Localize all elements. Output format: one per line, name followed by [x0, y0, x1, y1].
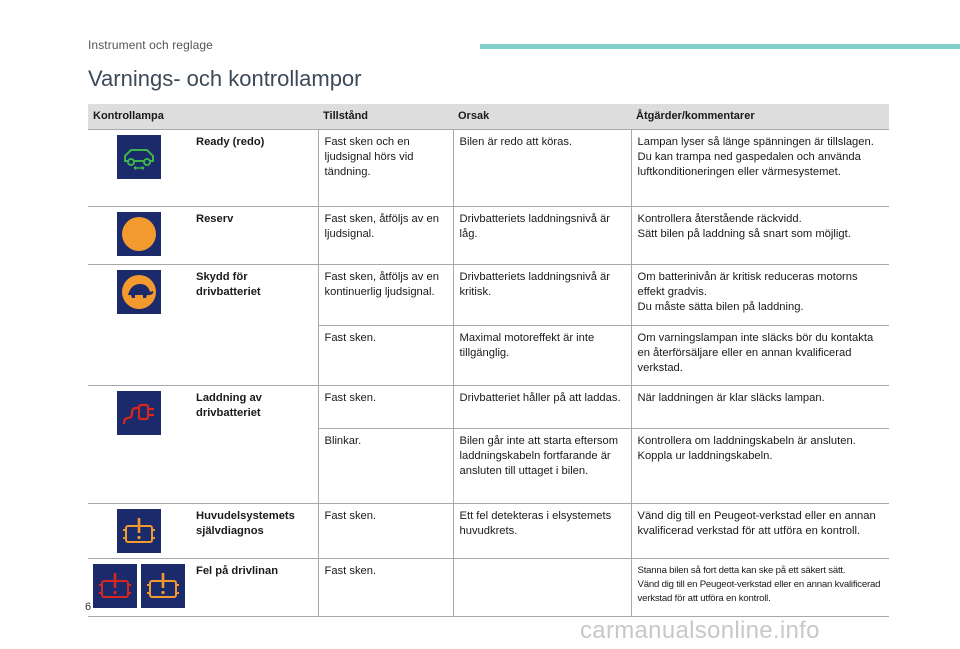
condition-cell: Fast sken och en ljudsignal hörs vid tändning.: [318, 130, 453, 207]
action-line: Du kan trampa ned gaspedalen och använda luftkonditioneringen eller värmesystemet.: [637, 151, 861, 178]
watermark: carmanualsonline.info: [580, 617, 820, 644]
table-row: [88, 386, 889, 429]
action-line: Koppla ur laddningskabeln.: [637, 450, 773, 462]
icon-cell: [88, 386, 190, 504]
cause-cell: [453, 559, 631, 617]
lamp-name: Huvudelsystemets självdiagnos: [190, 504, 318, 559]
table-row: [88, 559, 889, 617]
condition-cell: Fast sken.: [318, 559, 453, 617]
car-ready-icon: [117, 135, 161, 179]
lamp-name: Laddning av drivbatteriet: [190, 386, 318, 504]
action-cell: [631, 130, 889, 207]
cause-cell: Bilen är redo att köras.: [453, 130, 631, 207]
action-line: Om batterinivån är kritisk reduceras motorns effekt gradvis.: [637, 271, 858, 298]
action-line: Vänd dig till en Peugeot-verkstad eller en annan kvalificerad verkstad för att utföra en kontroll.: [637, 510, 876, 537]
condition-cell: Blinkar.: [318, 429, 453, 504]
icon-cell: [88, 265, 190, 386]
charging-plug-icon: [117, 391, 161, 435]
action-cell: [631, 326, 889, 386]
table-header-row: [88, 104, 889, 130]
icon-cell: [88, 504, 190, 559]
action-cell: [631, 429, 889, 504]
cause-cell: Bilen går inte att starta eftersom laddningskabeln fortfarande är ansluten till uttaget i bilen.: [453, 429, 631, 504]
turtle-icon: [117, 270, 161, 314]
action-cell: [631, 504, 889, 559]
cause-cell: Ett fel detekteras i elsystemets huvudkrets.: [453, 504, 631, 559]
action-line: Du måste sätta bilen på laddning.: [637, 301, 804, 313]
condition-cell: Fast sken, åtföljs av en kontinuerlig ljudsignal.: [318, 265, 453, 326]
action-line: Lampan lyser så länge spänningen är tillslagen.: [637, 136, 874, 148]
table-row: [88, 265, 889, 326]
cause-cell: Drivbatteriets laddningsnivå är kritisk.: [453, 265, 631, 326]
action-line: När laddningen är klar släcks lampan.: [637, 392, 825, 404]
lamp-name: Fel på drivlinan: [190, 559, 318, 617]
action-line: Vänd dig till en Peugeot-verkstad eller en annan kvalificerad verkstad för att utföra en kontroll.: [637, 579, 881, 604]
header-accent-bar: [480, 44, 960, 49]
action-line: Kontrollera om laddningskabeln är ansluten.: [637, 435, 856, 447]
col-header-condition: Tillstånd: [318, 104, 453, 130]
system-fault-icon: [117, 509, 161, 553]
condition-cell: Fast sken.: [318, 386, 453, 429]
icon-cell: [88, 130, 190, 207]
drivetrain-fault-orange-icon: [141, 564, 185, 608]
lamp-name: Reserv: [190, 207, 318, 265]
page-number: 6: [85, 601, 92, 613]
icon-cell: [88, 559, 190, 617]
lamp-name: Skydd för drivbatteriet: [190, 265, 318, 386]
table-row: [88, 504, 889, 559]
action-line: Stanna bilen så fort detta kan ske på ett säkert sätt.: [637, 565, 846, 576]
drivetrain-fault-red-icon: [93, 564, 137, 608]
condition-cell: Fast sken.: [318, 326, 453, 386]
col-header-action: Åtgärder/kommentarer: [631, 104, 889, 130]
action-line: Sätt bilen på laddning så snart som möjligt.: [637, 228, 851, 240]
col-header-cause: Orsak: [453, 104, 631, 130]
action-line: Om varningslampan inte släcks bör du kontakta en återförsäljare eller en annan kvalificerad verkstad.: [637, 332, 874, 374]
cause-cell: Drivbatteriet håller på att laddas.: [453, 386, 631, 429]
warning-lamps-table: [88, 104, 889, 617]
table-row: [88, 130, 889, 207]
action-cell: [631, 559, 889, 617]
action-cell: [631, 386, 889, 429]
icon-cell: [88, 207, 190, 265]
condition-cell: Fast sken.: [318, 504, 453, 559]
action-cell: [631, 265, 889, 326]
cause-cell: Maximal motoreffekt är inte tillgänglig.: [453, 326, 631, 386]
lamp-name: Ready (redo): [190, 130, 318, 207]
section-label: Instrument och reglage: [88, 38, 213, 52]
action-line: Kontrollera återstående räckvidd.: [637, 213, 802, 225]
col-header-lamp: Kontrollampa: [88, 104, 318, 130]
table-row: [88, 207, 889, 265]
cause-cell: Drivbatteriets laddningsnivå är låg.: [453, 207, 631, 265]
action-cell: [631, 207, 889, 265]
page-title: Varnings- och kontrollampor: [88, 66, 362, 91]
condition-cell: Fast sken, åtföljs av en ljudsignal.: [318, 207, 453, 265]
reserve-icon: [117, 212, 161, 256]
